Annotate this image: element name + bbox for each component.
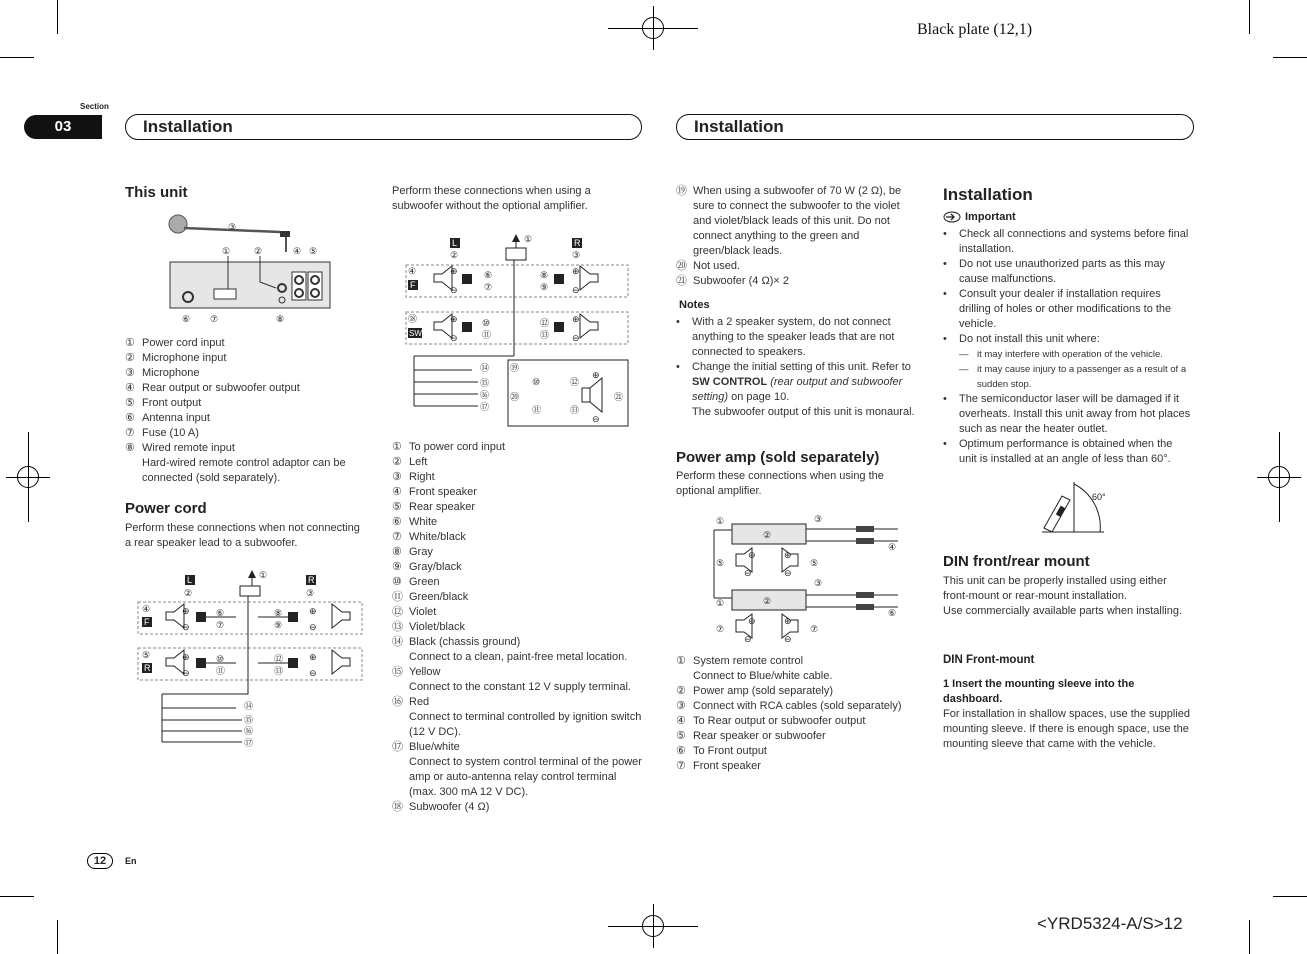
- svg-text:L: L: [452, 238, 458, 248]
- svg-text:⑩: ⑩: [482, 318, 491, 328]
- svg-text:③: ③: [814, 514, 823, 524]
- notes-list: [676, 315, 926, 420]
- power-amp-list: [676, 654, 926, 774]
- svg-text:①: ①: [524, 234, 533, 244]
- svg-text:⊖: ⊖: [784, 634, 792, 644]
- svg-text:60°: 60°: [1092, 492, 1106, 502]
- din-text-2: Use commercially available parts when installing.: [943, 605, 1183, 617]
- diagram-label-4: ④: [293, 246, 302, 256]
- svg-text:②: ②: [184, 588, 193, 598]
- power-amp-intro: Perform these connections when using the optional amplifier.: [676, 470, 884, 497]
- svg-text:⑬: ⑬: [274, 666, 284, 676]
- svg-text:⊖: ⊖: [744, 568, 752, 578]
- note-item: • With a 2 speaker system, do not connect anything to the speaker leads that are not connected to speakers.: [676, 316, 895, 358]
- svg-text:⑬: ⑬: [570, 405, 580, 415]
- svg-text:⑪: ⑪: [532, 405, 542, 415]
- section-number: 03: [24, 115, 102, 139]
- power-cord-intro: Perform these connections when not connecting a rear speaker lead to a subwoofer.: [125, 522, 360, 549]
- list-item: ① Power cord input: [125, 337, 225, 349]
- bullet-item: • Do not install this unit where:: [943, 333, 1100, 345]
- list-item: ③ Right: [392, 471, 435, 483]
- svg-text:⑦: ⑦: [216, 620, 225, 630]
- power-amp-diagram: [708, 510, 908, 646]
- svg-text:⊕: ⊕: [572, 266, 580, 276]
- svg-text:⊖: ⊖: [572, 333, 580, 343]
- diagram-label-3: ③: [228, 222, 237, 232]
- svg-text:⑮: ⑮: [480, 378, 490, 388]
- svg-text:⊖: ⊖: [182, 622, 190, 632]
- list-item: ⑤ Rear speaker or subwoofer: [676, 730, 826, 742]
- bullet-item: • Do not use unauthorized parts as this may cause malfunctions.: [943, 258, 1166, 285]
- this-unit-diagram: [160, 210, 340, 328]
- svg-text:⑨: ⑨: [274, 620, 283, 630]
- list-item: ⑳ Not used.: [676, 260, 741, 272]
- list-item: ⑥ Antenna input: [125, 412, 210, 424]
- svg-text:⊖: ⊖: [784, 568, 792, 578]
- power-cord-title: Power cord: [125, 500, 207, 517]
- list-item: ② Microphone input: [125, 352, 227, 364]
- svg-text:⑯: ⑯: [244, 726, 254, 736]
- step-1-text: For installation in shallow spaces, use the supplied mounting sleeve. If there is enough space, use the mounting sleeve that came with the vehicle.: [943, 708, 1191, 750]
- list-item: ⑤ Front output: [125, 397, 202, 409]
- svg-text:⑤: ⑤: [142, 650, 151, 660]
- svg-text:⑥: ⑥: [888, 608, 897, 618]
- notes-title: Notes: [679, 299, 710, 311]
- bullet-item: • Check all connections and systems before final installation.: [943, 228, 1189, 255]
- svg-text:⑦: ⑦: [810, 624, 819, 634]
- important-list: [943, 227, 1193, 467]
- banner-left: Installation: [125, 114, 642, 140]
- svg-text:⑤: ⑤: [716, 558, 725, 568]
- crop-mark: [1249, 920, 1250, 954]
- svg-text:①: ①: [716, 598, 725, 608]
- svg-text:⑮: ⑮: [244, 715, 254, 725]
- svg-text:F: F: [144, 617, 150, 627]
- svg-text:⊕: ⊕: [784, 550, 792, 560]
- svg-text:⊖: ⊖: [309, 622, 317, 632]
- crop-mark: [0, 896, 34, 897]
- banner-right: Installation: [676, 114, 1194, 140]
- this-unit-title: This unit: [125, 184, 188, 201]
- list-item: ⑧ Wired remote input Hard-wired remote control adaptor can be connected (sold separately).: [125, 442, 346, 484]
- list-item: ⑰ Blue/white Connect to system control terminal of the power amp or auto-antenna relay control terminal (max. 300 mA 12 V DC).: [392, 741, 642, 798]
- svg-text:⊕: ⊕: [592, 370, 600, 380]
- dash-item: — it may interfere with operation of the vehicle.: [959, 349, 1163, 360]
- svg-text:R: R: [574, 238, 581, 248]
- svg-text:①: ①: [716, 516, 725, 526]
- svg-text:⊕: ⊕: [309, 652, 317, 662]
- svg-text:④: ④: [888, 542, 897, 552]
- svg-text:②: ②: [763, 596, 772, 606]
- crop-mark: [57, 0, 58, 34]
- step-1: 1 Insert the mounting sleeve into the dashboard.: [943, 678, 1135, 705]
- svg-text:SW: SW: [409, 329, 422, 338]
- svg-text:⑨: ⑨: [540, 282, 549, 292]
- diagram-label-8: ⑧: [276, 314, 285, 324]
- svg-text:⑫: ⑫: [570, 377, 580, 387]
- svg-text:⑧: ⑧: [540, 270, 549, 280]
- list-item: ⑦ White/black: [392, 531, 466, 543]
- svg-text:L: L: [187, 575, 193, 585]
- list-item: ⑲ When using a subwoofer of 70 W (2 Ω), be sure to connect the subwoofer to the violet and violet/black leads of this unit. Do not connect anything to the green and green/black leads.: [676, 185, 902, 257]
- this-unit-list: [125, 336, 365, 486]
- bullet-item: • Consult your dealer if installation requires drilling of holes or other modifications to the vehicle.: [943, 288, 1172, 330]
- list-item: ④ To Rear output or subwoofer output: [676, 715, 866, 727]
- installation-title: Installation: [943, 185, 1033, 204]
- list-item: ⑧ Gray: [392, 546, 433, 558]
- svg-text:①: ①: [259, 570, 268, 580]
- section-label: Section: [80, 102, 109, 111]
- svg-text:⊕: ⊕: [309, 606, 317, 616]
- svg-text:⑲: ⑲: [510, 363, 520, 373]
- list-item: ⑫ Violet: [392, 606, 437, 618]
- svg-text:⊖: ⊖: [309, 668, 317, 678]
- list-item: ⑥ To Front output: [676, 745, 767, 757]
- svg-text:⊖: ⊖: [182, 668, 190, 678]
- power-amp-title: Power amp (sold separately): [676, 449, 880, 466]
- list-item: ② Power amp (sold separately): [676, 685, 834, 697]
- svg-text:③: ③: [306, 588, 315, 598]
- diagram-label-6: ⑥: [182, 314, 191, 324]
- svg-text:⊕: ⊕: [450, 314, 458, 324]
- svg-text:⑩: ⑩: [216, 654, 225, 664]
- angle-diagram: [1038, 478, 1114, 536]
- svg-text:②: ②: [763, 530, 772, 540]
- language-label: En: [125, 856, 137, 866]
- subwoofer-diagram: [404, 228, 632, 434]
- svg-text:⑭: ⑭: [480, 363, 490, 373]
- svg-text:④: ④: [408, 266, 417, 276]
- svg-text:F: F: [410, 280, 416, 290]
- svg-text:⊖: ⊖: [450, 333, 458, 343]
- svg-text:⑫: ⑫: [540, 318, 550, 328]
- diagram-label-7: ⑦: [210, 314, 219, 324]
- list-item: ⑩ Green: [392, 576, 440, 588]
- svg-text:⑫: ⑫: [274, 654, 284, 664]
- diagram-label-5: ⑤: [309, 246, 318, 256]
- dash-item: — it may cause injury to a passenger as a result of a sudden stop.: [959, 364, 1187, 390]
- page-number: 12: [87, 853, 113, 869]
- list-item: ④ Rear output or subwoofer output: [125, 382, 300, 394]
- registration-mark: [28, 432, 29, 522]
- list-item: ⑦ Fuse (10 A): [125, 427, 199, 439]
- svg-text:④: ④: [142, 604, 151, 614]
- svg-text:⊖: ⊖: [744, 634, 752, 644]
- list-item: ⑥ White: [392, 516, 438, 528]
- list-item: ⑮ Yellow Connect to the constant 12 V supply terminal.: [392, 666, 631, 693]
- important-heading: Important: [943, 211, 1016, 223]
- wired-remote-note: Hard-wired remote control adaptor can be connected (sold separately).: [142, 457, 346, 484]
- registration-mark: [1279, 432, 1280, 522]
- svg-text:⑰: ⑰: [244, 738, 254, 748]
- list-item: ① To power cord input: [392, 441, 505, 453]
- list-item: ③ Connect with RCA cables (sold separately): [676, 700, 902, 712]
- list-item: ④ Front speaker: [392, 486, 477, 498]
- list-item: ⑦ Front speaker: [676, 760, 761, 772]
- list-item: ② Left: [392, 456, 428, 468]
- svg-text:⑧: ⑧: [274, 608, 283, 618]
- svg-text:⊕: ⊕: [572, 314, 580, 324]
- svg-text:⊕: ⊕: [748, 550, 756, 560]
- din-text-1: This unit can be properly installed using either front-mount or rear-mount installation.: [943, 575, 1167, 602]
- svg-text:R: R: [144, 663, 151, 673]
- power-cord-diagram: [136, 566, 366, 752]
- svg-text:③: ③: [572, 250, 581, 260]
- svg-text:⑥: ⑥: [484, 270, 493, 280]
- crop-mark: [1249, 0, 1250, 34]
- bullet-item: • Optimum performance is obtained when the unit is installed at an angle of less than 60°.: [943, 438, 1173, 465]
- note-item: • Change the initial setting of this unit. Refer to SW CONTROL (rear output and subwoofer setting) on page 10. The subwoofer output of this unit is monaural.: [676, 361, 915, 418]
- crop-mark: [0, 57, 34, 58]
- svg-text:⊖: ⊖: [572, 285, 580, 295]
- svg-text:⊖: ⊖: [450, 285, 458, 295]
- registration-mark: [653, 6, 654, 50]
- list-item: ⑨ Gray/black: [392, 561, 462, 573]
- important-icon: [943, 211, 961, 223]
- list-item: ⑤ Rear speaker: [392, 501, 476, 513]
- svg-text:⑯: ⑯: [480, 390, 490, 400]
- svg-text:⑪: ⑪: [482, 330, 492, 340]
- svg-text:⑦: ⑦: [484, 282, 493, 292]
- registration-mark: [653, 904, 654, 948]
- list-item: ③ Microphone: [125, 367, 200, 379]
- svg-text:⊕: ⊕: [784, 616, 792, 626]
- crop-mark: [57, 920, 58, 954]
- svg-text:⊕: ⊕: [748, 616, 756, 626]
- plate-label: Black plate (12,1): [917, 21, 1033, 38]
- svg-text:⑪: ⑪: [216, 666, 226, 676]
- din-front-title: DIN Front-mount: [943, 654, 1035, 666]
- document-code: <YRD5324-A/S>12: [1037, 914, 1183, 933]
- svg-text:③: ③: [814, 578, 823, 588]
- subwoofer-list: [392, 440, 642, 815]
- crop-mark: [1273, 896, 1307, 897]
- svg-text:⊕: ⊕: [450, 266, 458, 276]
- list-item: ⑭ Black (chassis ground) Connect to a clean, paint-free metal location.: [392, 636, 628, 663]
- svg-text:⊖: ⊖: [592, 414, 600, 424]
- svg-text:⑤: ⑤: [810, 558, 819, 568]
- diagram-label-2: ②: [254, 246, 263, 256]
- svg-text:⑬: ⑬: [540, 330, 550, 340]
- bullet-item: • The semiconductor laser will be damaged if it overheats. Install this unit away from hot places such as near the heater outlet.: [943, 393, 1191, 435]
- svg-text:⑱: ⑱: [408, 314, 418, 324]
- din-title: DIN front/rear mount: [943, 553, 1090, 570]
- svg-text:⑦: ⑦: [716, 624, 725, 634]
- svg-text:②: ②: [450, 250, 459, 260]
- svg-text:㉑: ㉑: [614, 392, 624, 402]
- crop-mark: [1273, 57, 1307, 58]
- svg-text:⑰: ⑰: [480, 402, 490, 412]
- list-item: ㉑ Subwoofer (4 Ω)× 2: [676, 275, 789, 287]
- diagram-label-1: ①: [222, 246, 231, 256]
- svg-text:⊕: ⊕: [182, 652, 190, 662]
- list-item: ⑱ Subwoofer (4 Ω): [392, 801, 490, 813]
- svg-text:⑳: ⑳: [510, 392, 520, 402]
- list-item: ⑬ Violet/black: [392, 621, 466, 633]
- subwoofer-intro: Perform these connections when using a subwoofer without the optional amplifier.: [392, 185, 591, 212]
- svg-text:⑭: ⑭: [244, 701, 254, 711]
- list-item: ① System remote control Connect to Blue/white cable.: [676, 655, 833, 682]
- svg-text:R: R: [308, 575, 315, 585]
- svg-text:⑥: ⑥: [216, 608, 225, 618]
- subwoofer-list-cont: [676, 184, 916, 289]
- list-item: ⑪ Green/black: [392, 591, 469, 603]
- svg-text:⑩: ⑩: [532, 377, 541, 387]
- svg-text:⊕: ⊕: [182, 606, 190, 616]
- list-item: ⑯ Red Connect to terminal controlled by ignition switch (12 V DC).: [392, 696, 642, 738]
